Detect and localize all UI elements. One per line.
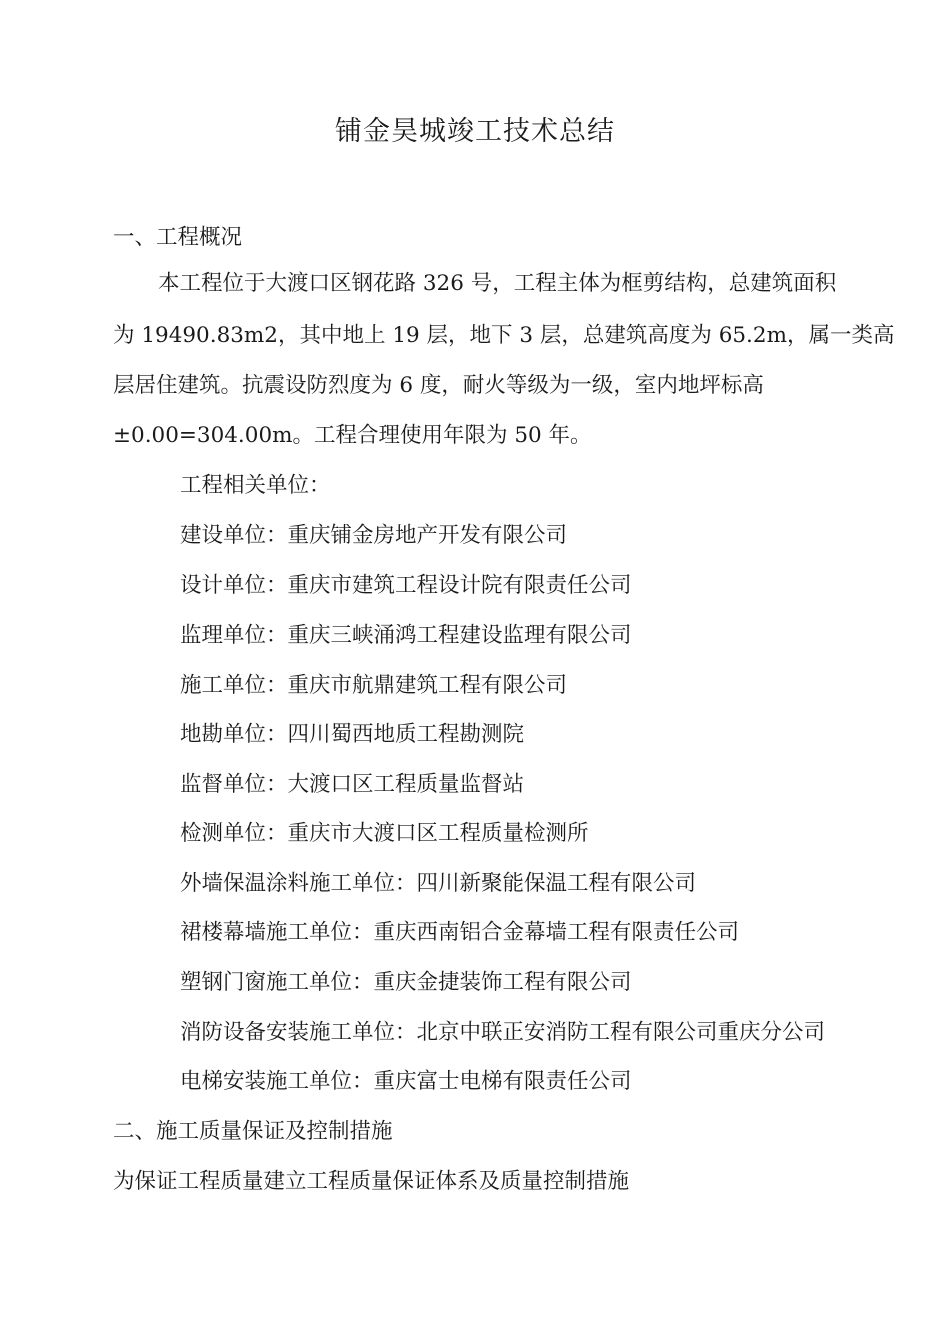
overview-paragraph-line: ±0.00=304.00m。工程合理使用年限为 50 年。 bbox=[113, 423, 592, 448]
unit-line: 建设单位：重庆铺金房地产开发有限公司 bbox=[180, 523, 568, 548]
unit-line: 设计单位：重庆市建筑工程设计院有限责任公司 bbox=[180, 573, 632, 598]
section-heading-quality: 二、施工质量保证及控制措施 bbox=[113, 1119, 393, 1144]
document-title: 铺金昊城竣工技术总结 bbox=[335, 116, 615, 147]
unit-line: 监督单位：大渡口区工程质量监督站 bbox=[180, 772, 525, 797]
overview-paragraph-line: 为 19490.83m2，其中地上 19 层，地下 3 层，总建筑高度为 65.2m，属一类高 bbox=[113, 323, 895, 348]
unit-line: 塑钢门窗施工单位：重庆金捷装饰工程有限公司 bbox=[180, 970, 632, 995]
unit-line: 消防设备安装施工单位：北京中联正安消防工程有限公司重庆分公司 bbox=[180, 1020, 826, 1045]
unit-line: 监理单位：重庆三峡涌鸿工程建设监理有限公司 bbox=[180, 623, 632, 648]
quality-paragraph: 为保证工程质量建立工程质量保证体系及质量控制措施 bbox=[113, 1169, 630, 1194]
unit-line: 裙楼幕墙施工单位：重庆西南铝合金幕墙工程有限责任公司 bbox=[180, 920, 740, 945]
section-heading-overview: 一、工程概况 bbox=[113, 225, 243, 250]
unit-line: 外墙保温涂料施工单位：四川新聚能保温工程有限公司 bbox=[180, 871, 697, 896]
unit-line: 电梯安装施工单位：重庆富士电梯有限责任公司 bbox=[180, 1069, 632, 1094]
overview-paragraph-line: 层居住建筑。抗震设防烈度为 6 度，耐火等级为一级，室内地坪标高 bbox=[113, 373, 764, 398]
related-units-heading: 工程相关单位： bbox=[180, 473, 331, 498]
unit-line: 地勘单位：四川蜀西地质工程勘测院 bbox=[180, 722, 525, 747]
unit-line: 施工单位：重庆市航鼎建筑工程有限公司 bbox=[180, 673, 568, 698]
overview-paragraph-line: 本工程位于大渡口区钢花路 326 号，工程主体为框剪结构，总建筑面积 bbox=[158, 271, 837, 296]
unit-line: 检测单位：重庆市大渡口区工程质量检测所 bbox=[180, 821, 589, 846]
